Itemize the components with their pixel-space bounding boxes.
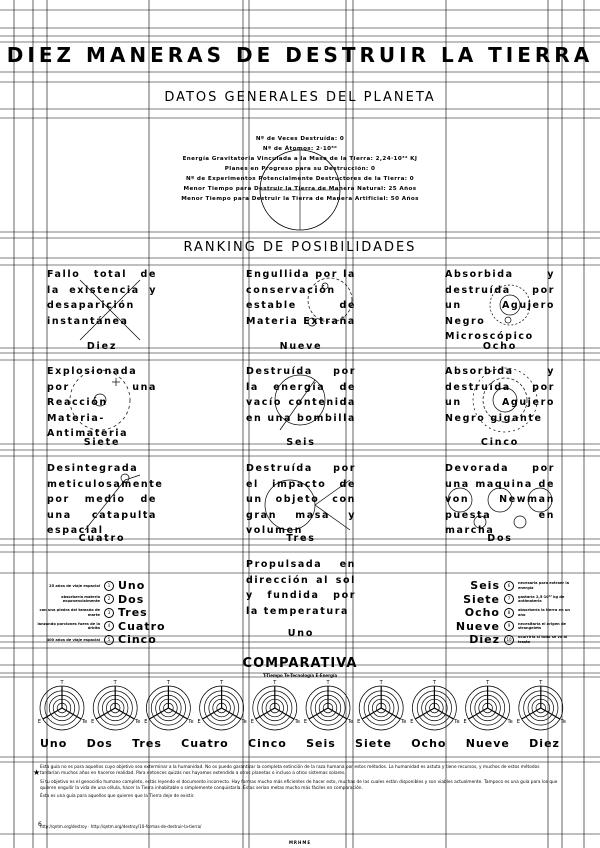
radar-axis-label: T [273,680,277,686]
comparativa-subtitle: T-Tiempo Te-Tecnología E-Energía [262,673,338,678]
comparativa-name: Diez [529,737,560,750]
datos-heading: DATOS GENERALES DEL PLANETA [164,90,436,105]
rank-label-seis: Seis [286,437,316,448]
radar-axis-label: E [357,719,361,725]
legend-label: Seis [470,579,500,593]
legend-note: absorbería materia exponencialmente [61,594,100,604]
radar-axis-label: E [91,719,95,725]
legend-circle-icon: 4 [104,621,114,631]
rank-label-ocho: Ocho [482,341,518,352]
radar-glyph [251,680,300,730]
legend-note: 400 años de viaje espacial [46,637,100,642]
radar-axis-label: E [303,719,308,725]
legend-row [408,633,578,647]
comparativa-radars [0,680,600,736]
rank-text-dos: Devorada por una maquina de von Newman puesta en marcha [445,463,555,536]
legend-row [36,620,206,634]
stat-line: Nº de Átomos: 2·10⁵⁰ [262,146,338,152]
legend-circle-icon: 3 [104,608,114,618]
footer-mark: MRHME [288,840,312,845]
rank-label-cuatro: Cuatro [78,533,126,544]
stat-line: Menor Tiempo para Destruir la Tierra de Manera Artificial: 50 Años [181,196,419,202]
legend-circle-icon: 5 [104,635,114,645]
comparativa-name: Dos [86,737,113,750]
body-paragraph: Esta guía no es para aquellos cuyo objetivo sea exterminar a la humanidad. No os puedo garantizar la completa extinción de la raza humana por estos métodos. La humanidad es astuta y tiene recursos, y muchos de estos métodos tardarían muchos años en hacerse realidad. Para entonces quizás nos hayamos extendido a otros planetas o incluso a otros sistemas solares. [40,765,540,777]
legend-row [36,606,206,620]
legend-circle-icon: 8 [504,608,514,618]
radar-glyph [197,680,246,730]
legend-note: necesitaría el origen de strangelets [518,621,566,631]
radar-axis-label: E [197,719,201,725]
stat-line: Nº de Experimentos Potencialmente Destructores de la Tierra: 0 [185,176,415,182]
comparativa-name: Tres [132,737,162,750]
legend-row [36,579,206,593]
legend-note: absorbería la tierra en un año [518,608,570,617]
source-url[interactable]: http://qntm.org/destroy · http://qntm.org/destroy/10-formas-de-destruir-la-tierra/ [40,824,202,829]
comparativa-name: Ocho [411,737,447,750]
radar-axis-label: Te [507,719,513,725]
legend-note: 25 años de viaje espacial [49,583,100,588]
radar-axis-label: T [60,680,64,686]
legend-note: lanzando porciones fuera de la órbita [37,621,100,631]
rank-label-cinco: Cinco [480,437,520,448]
legend-label: Ocho [464,606,500,620]
stat-line: Energía Gravitatoria Vinculada a la Masa de la Tierra: 2,24·10³² KJ [182,156,418,162]
radar-axis-label: Te [401,719,407,725]
radar-glyph [38,680,87,730]
rank-text-nueve: Engullida por la conservación estable de Materia Extraña [246,269,356,327]
stat-line: Menor Tiempo para Destruir la Tierra de Manera Natural: 25 Años [183,186,417,192]
radar-axis-label: E [144,719,148,725]
rank-text-cuatro: Desintegrada meticulosamente por medio de una catapulta espacial [47,463,164,536]
comparativa-name: Siete [355,737,392,750]
rank-text-seis: Destruída por la energía de vacío contenida en una bombilla [246,366,356,424]
radar-axis-label: Te [294,719,300,725]
radar-axis-label: E [37,719,42,725]
legend-circle-icon: 9 [504,621,514,631]
page-number: 6 [38,821,42,828]
radar-axis-label: Te [454,719,460,725]
radar-glyph [91,680,140,730]
legend-circle-icon: 1 [104,581,114,591]
legend-circle-icon: 6 [504,581,514,591]
legend-row [36,633,206,647]
legend-row [36,593,206,607]
legend-label: Uno [118,579,146,593]
body-paragraph: Si tu objetivo es el genocidio humano completo, estás leyendo el documento incorrecto. Hay formas mucho más eficientes de hacer esto, muchas de las cuales están disponibles y son viables actualmente. Tampoco es una guía para los que quieren engullir la vida de una célula, hacer la Tierra inhabitable o simplemente conquistarla. Éstas serían metas mucho más fáciles en comparación. [40,779,558,791]
rank-text-uno: Propulsada en dirección al sol y fundida por la temperatura [246,559,356,617]
radar-axis-label: E [516,719,520,725]
legend-circle-icon: 10 [504,635,514,645]
comparativa-name: Nueve [465,737,510,750]
legend-label: Tres [118,606,148,620]
rank-text-siete: Explosionada por una Reacción Materia-Antimateria [47,366,157,439]
comparativa-name: Cuatro [181,737,229,750]
legend-label: Nueve [455,619,500,633]
stat-line: Nº de Veces Destruída: 0 [255,136,345,142]
radar-axis-label: Te [241,719,247,725]
radar-glyph [304,680,353,730]
radar-axis-label: T [220,680,224,686]
legend-row [408,606,578,620]
radar-glyph [463,680,512,730]
radar-axis-label: T [539,680,543,686]
radar-glyph [410,680,459,730]
radar-axis-label: Te [81,719,88,725]
rank-text-ocho: Absorbida y destruída por un Agujero Negro Microscópico [445,269,555,342]
legend-note: ocurriría si todo se va al traste [518,635,568,644]
radar-axis-label: Te [188,719,194,725]
legend-label: Dos [118,592,145,606]
radar-glyph [517,680,566,730]
comparativa-name: Cinco [248,737,287,750]
legend-note: necesaria para extraer la energía [518,581,570,590]
legend-label: Siete [463,592,500,606]
legend-left [36,579,206,647]
comparativa-heading: COMPARATIVA [242,656,358,671]
rank-label-dos: Dos [487,533,513,544]
radar-axis-label: T [486,680,490,686]
radar-axis-label: T [432,680,436,686]
legend-row [408,620,578,634]
legend-circle-icon: 2 [104,594,114,604]
legend-row [408,579,578,593]
legend-label: Cinco [118,633,157,647]
radar-axis-label: E [250,719,254,725]
radar-axis-label: T [166,680,170,686]
radar-axis-label: T [379,680,383,686]
radar-axis-label: T [326,680,330,686]
rank-label-siete: Siete [83,437,121,448]
rank-text-cinco: Absorbida y destruída por un Agujero Negro gigante [445,366,555,424]
comparativa-names [40,737,560,750]
radar-axis-label: E [410,719,414,725]
stat-line: Planes en Progreso para su Destrucción: 0 [224,166,376,172]
comparativa-name: Uno [40,737,68,750]
legend-row [408,593,578,607]
ranking-heading: RANKING DE POSIBILIDADES [183,240,417,255]
legend-right [408,579,578,647]
legend-note: con una piedra del tamaño de marte [39,608,100,617]
body-paragraph: Ésta es una guía para aquellos que quieren que la Tierra deje de existir. [40,794,195,800]
rank-label-tres: Tres [286,533,316,544]
legend-note: gastaría 2,5·10²⁴ kg de antimateria [518,594,565,604]
rank-text-tres: Destruída por el impacto de un objeto con gran masa y volumen [246,463,356,536]
radar-axis-label: T [113,680,117,686]
star-icon: ★ [33,768,41,777]
legend-label: Diez [469,633,500,647]
legend-label: Cuatro [118,619,166,633]
rank-label-uno: Uno [287,628,315,639]
rank-text-diez: Fallo total de la existencia y desaparición instantánea [47,269,157,327]
radar-axis-label: E [463,719,467,725]
radar-axis-label: Te [347,719,354,725]
radar-axis-label: Te [135,719,141,725]
radar-glyph [144,680,193,730]
legend-circle-icon: 7 [504,594,514,604]
rank-label-diez: Diez [86,341,118,352]
radar-glyph [357,680,406,730]
radar-axis-label: Te [560,719,566,725]
page-title: DIEZ MANERAS DE DESTRUIR LA TIERRA [6,43,594,67]
rank-label-nueve: Nueve [279,341,323,352]
comparativa-name: Seis [306,737,336,750]
body-text [40,765,560,803]
